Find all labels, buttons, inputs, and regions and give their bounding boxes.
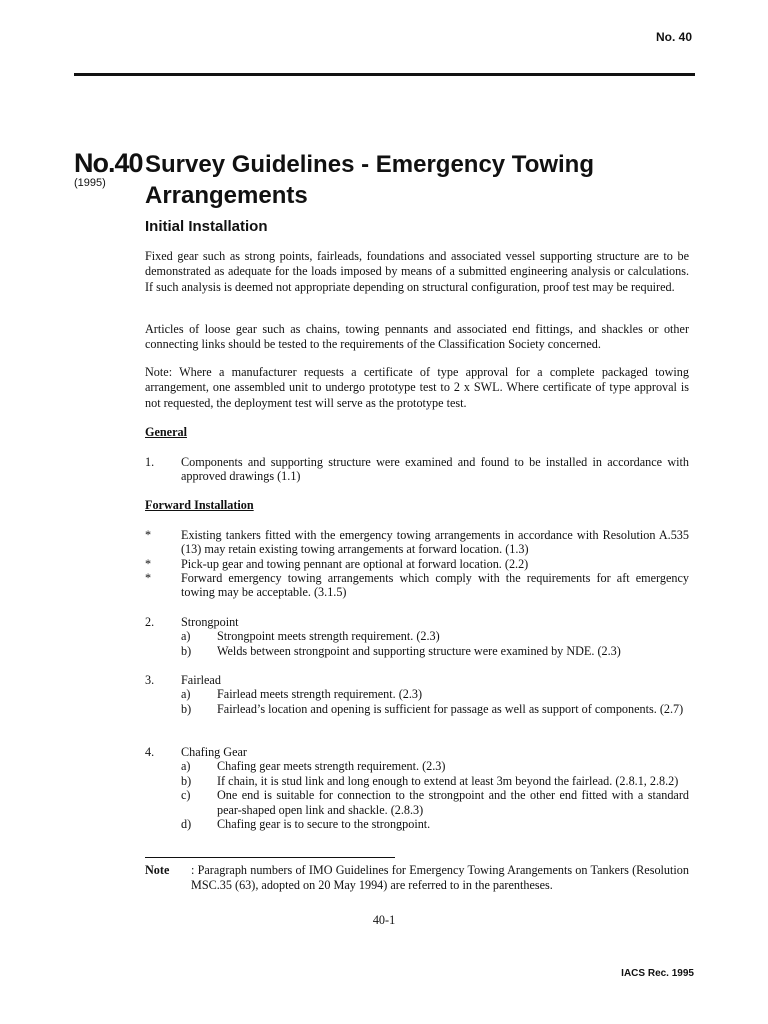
sub-item-marker: b) [181, 701, 192, 716]
section-heading-general: General [145, 425, 187, 439]
sub-item [145, 759, 689, 773]
page-number: 40-1 [372, 913, 396, 927]
sub-item [145, 817, 689, 831]
note-paragraph: Note: Where a manufacturer requests a certificate of type approval for a complete packaged towing arrangement, one assembled unit to undergo prototype test to 2 x SWL. Where certificate of type approval is not requested, the deployment test will serve as the prototype test. [145, 365, 689, 410]
header-divider [74, 73, 695, 76]
item-marker: 4. [145, 745, 155, 759]
bullet-marker: * [145, 557, 152, 571]
sub-item-text: If chain, it is stud link and long enough to extend at least 3m beyond the fairlead. (2.8.1, 2.8.2) [217, 773, 679, 788]
sub-item [145, 702, 689, 716]
section-heading-forward-installation: Forward Installation [145, 498, 254, 512]
list-item-chafing-gear [145, 745, 689, 831]
sub-item-text: Strongpoint meets strength requirement. (2.3) [217, 629, 440, 644]
footnote-text: : Paragraph numbers of IMO Guidelines for Emergency Towing Arangements on Tankers (Resolution MSC.35 (63), adopted on 20 May 1994) are referred to in the parentheses. [191, 863, 689, 892]
list-item [145, 455, 689, 484]
sub-item-text: Fairlead meets strength requirement. (2.3) [217, 687, 423, 702]
title-year: (1995) [74, 177, 106, 189]
intro-paragraph: Articles of loose gear such as chains, towing pennants and associated end fittings, and shackles or other connecting links should be tested to the requirements of the Classification Society concerned. [145, 322, 689, 352]
section-heading-initial-installation: Initial Installation [145, 218, 268, 235]
sub-item [145, 629, 689, 643]
list-item-strongpoint [145, 615, 689, 658]
bullet-item [145, 528, 689, 557]
sub-item-marker: b) [181, 643, 192, 658]
footnote-divider [145, 857, 395, 858]
list-item-fairlead [145, 673, 689, 716]
sub-item-marker: d) [181, 817, 192, 832]
sub-item-marker: b) [181, 773, 192, 788]
item-marker: 1. [145, 455, 155, 469]
sub-item-marker: c) [181, 788, 191, 803]
sub-item-text: One end is suitable for connection to the strongpoint and the other end fitted with a standard pear-shaped open link and shackle. (2.8.3) [217, 788, 689, 817]
sub-item [145, 788, 689, 817]
sub-item [145, 644, 689, 658]
sub-item-marker: a) [181, 629, 191, 644]
item-title: Strongpoint [181, 615, 239, 629]
item-text: Components and supporting structure were examined and found to be installed in accordance with approved drawings (1.1) [181, 455, 689, 484]
bullet-text: Existing tankers fitted with the emergency towing arrangements in accordance with Resolution A.535 (13) may retain existing towing arrangements at forward location. (1.3) [181, 528, 689, 557]
intro-paragraph: Fixed gear such as strong points, fairleads, foundations and associated vessel supporting structure are to be demonstrated as adequate for the loads imposed by means of a submitted engineering analysis or calculations. If such analysis is deemed not appropriate depending on structural configuration, proof test may be required. [145, 249, 689, 294]
sub-item [145, 774, 689, 788]
sub-item-text: Fairlead’s location and opening is sufficient for passage as well as support of components. (2.7) [217, 701, 684, 716]
page-title: Survey Guidelines - Emergency Towing Arrangements [145, 151, 595, 209]
bullet-text: Forward emergency towing arrangements which comply with the requirements for aft emergency towing may be acceptable. (3.1.5) [181, 571, 689, 600]
bullet-marker: * [145, 528, 152, 542]
footer-label: IACS Rec. 1995 [621, 968, 694, 979]
sub-item [145, 687, 689, 701]
footnote-label: Note [145, 863, 170, 877]
footnote [145, 863, 689, 893]
bullet-marker: * [145, 571, 152, 585]
item-title: Fairlead [181, 673, 221, 687]
bullet-item [145, 557, 689, 571]
sub-item-text: Welds between strongpoint and supporting structure were examined by NDE. (2.3) [217, 643, 621, 658]
item-title: Chafing Gear [181, 745, 247, 759]
header-doc-number: No. 40 [655, 30, 692, 44]
item-marker: 3. [145, 673, 155, 687]
title-number: No.40 [74, 148, 143, 178]
sub-item-marker: a) [181, 759, 191, 774]
bullet-item [145, 571, 689, 600]
sub-item-text: Chafing gear meets strength requirement. (2.3) [217, 759, 446, 774]
bullet-text: Pick-up gear and towing pennant are optional at forward location. (2.2) [181, 557, 529, 571]
sub-item-text: Chafing gear is to secure to the strongpoint. [217, 817, 431, 832]
item-marker: 2. [145, 615, 155, 629]
sub-item-marker: a) [181, 687, 191, 702]
